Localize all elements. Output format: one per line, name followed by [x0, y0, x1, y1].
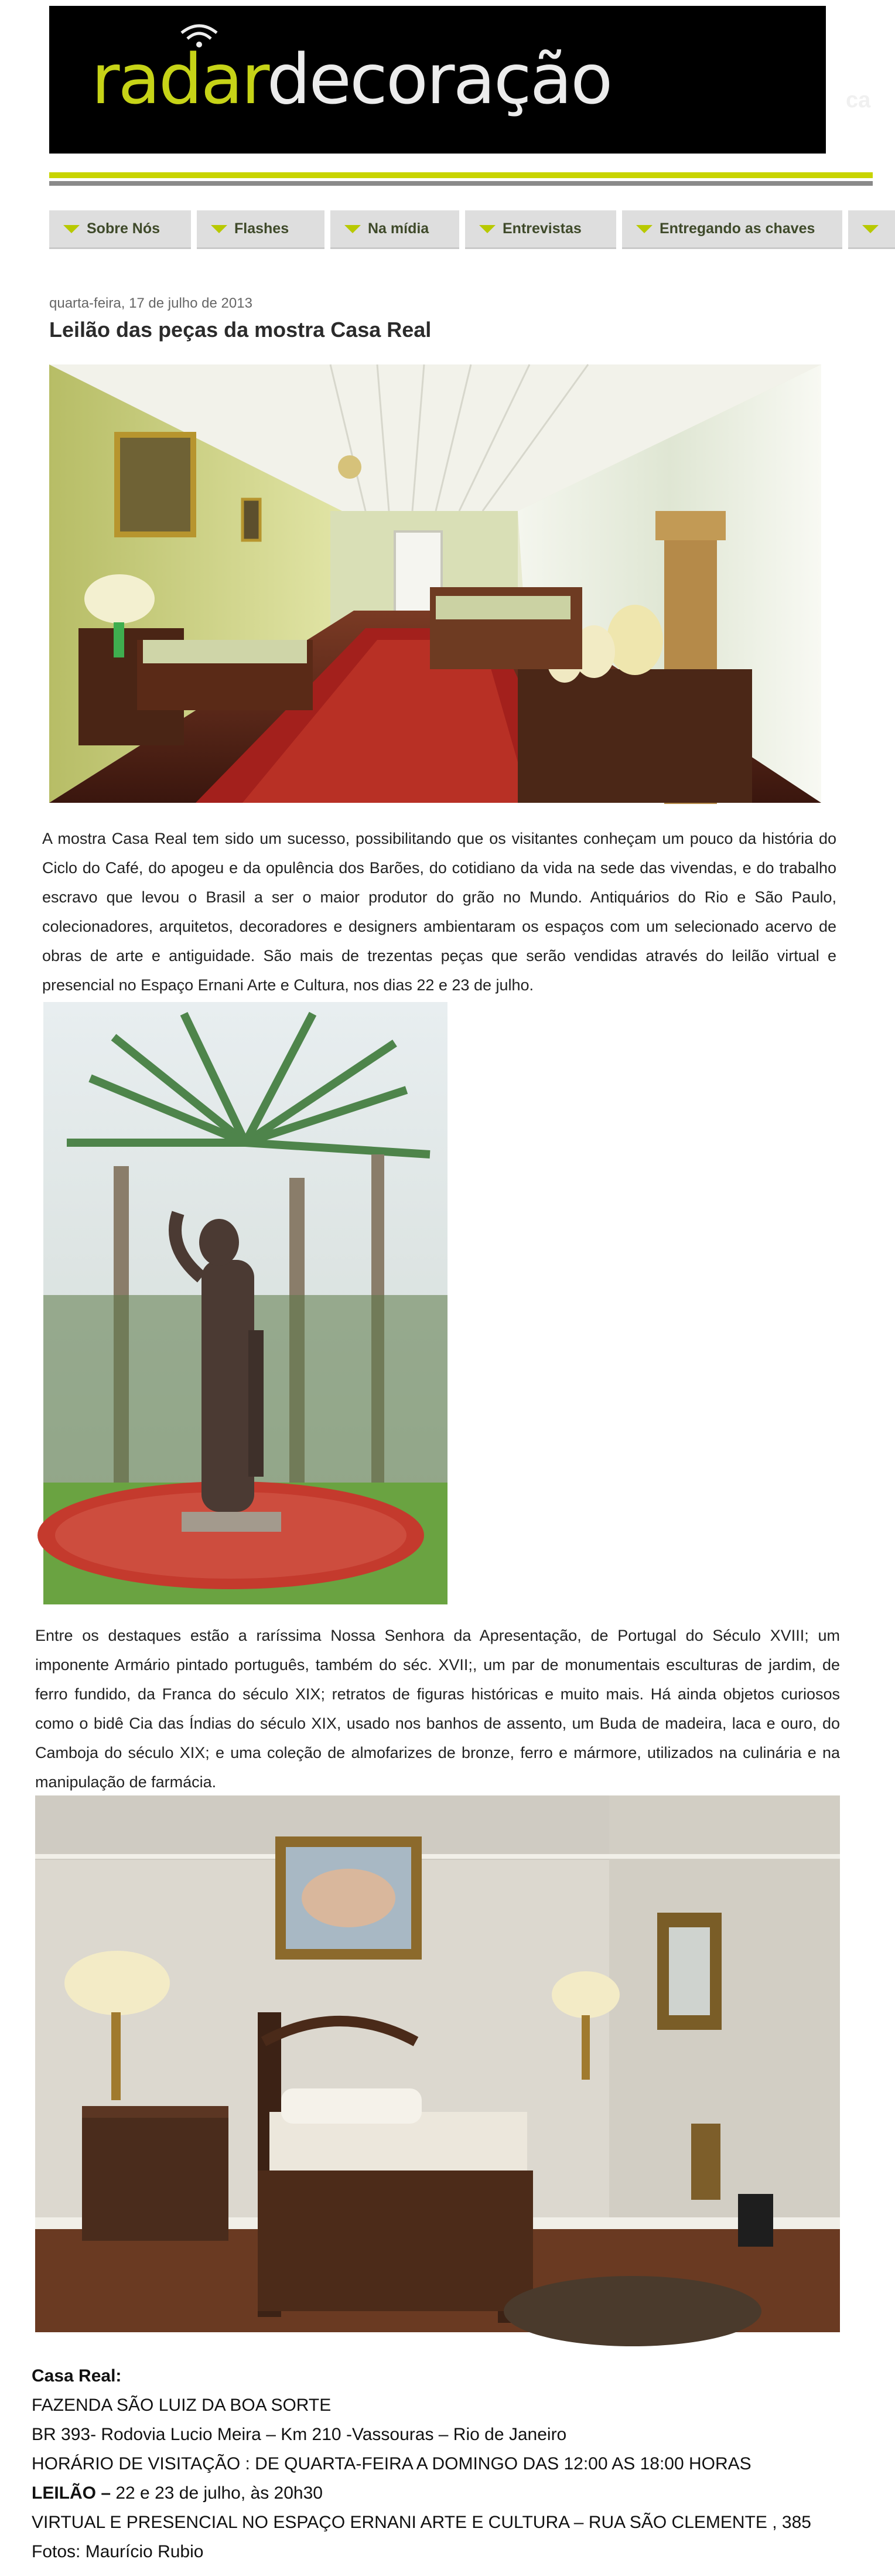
post-title[interactable]: Leilão das peças da mostra Casa Real: [49, 318, 432, 342]
post-paragraph-1: A mostra Casa Real tem sido um sucesso, possibilitando que os visitantes conheçam um pouco da história do Ciclo do Café, do apogeu e da opulência dos Barões, do cotidiano da vida na sede das vivendas, e do trabalho escravo que levou o Brasil a ser o maior produtor do grão no Mundo. Antiquários do Rio e São Paulo, colecionadores, arquitetos, decoradores e designers ambientaram os espaços com um selecionado acervo de obras de arte e antiguidade. São mais de trezentas peças que serão vendidas através do leilão virtual e presencial no Espaço Ernani Arte e Cultura, nos dias 22 e 23 de julho.: [42, 830, 836, 994]
logo-text-radar: radar: [91, 39, 267, 120]
site-logo[interactable]: [91, 39, 612, 120]
nav-tab-entrevistas[interactable]: [465, 209, 616, 249]
nav-tab-flashes[interactable]: [197, 209, 324, 249]
nav-tab-label: Flashes: [234, 220, 289, 237]
event-info-hours: HORÁRIO DE VISITAÇÃO : DE QUARTA-FEIRA A DOMINGO DAS 12:00 AS 18:00 HORAS: [32, 2454, 751, 2473]
main-nav: [49, 209, 879, 250]
nav-tab-label: Na mídia: [368, 220, 429, 237]
nav-tab-overflow[interactable]: [848, 209, 895, 249]
event-info-auction-place: VIRTUAL E PRESENCIAL NO ESPAÇO ERNANI ARTE E CULTURA – RUA SÃO CLEMENTE , 385: [32, 2513, 811, 2532]
photo-corridor: [49, 364, 821, 803]
header-cutoff-text: ca: [846, 88, 871, 113]
photo-credit: Fotos: Maurício Rubio: [32, 2542, 204, 2561]
nav-tab-label: Sobre Nós: [87, 220, 160, 237]
nav-tab-entregando-as-chaves[interactable]: [622, 209, 842, 249]
nav-tab-na-midia[interactable]: [330, 209, 459, 249]
event-info-heading: Casa Real:: [32, 2366, 122, 2386]
nav-bullet-icon: [862, 225, 879, 233]
event-info-block: [32, 2362, 852, 2567]
nav-tab-sobre-nos[interactable]: [49, 209, 191, 249]
nav-bullet-icon: [636, 225, 653, 233]
header-lime-stripe: [49, 172, 873, 178]
nav-tab-label: Entregando as chaves: [660, 220, 815, 237]
photo-garden-statue: [43, 1002, 448, 1604]
post-paragraph-2: Entre os destaques estão a raríssima Nossa Senhora da Apresentação, de Portugal do Século XVIII; um imponente Armário pintado português, também do séc. XVII;, um par de monumentais esculturas de jardim, de ferro fundido, da Franca do século XIX; retratos de figuras históricas e muito mais. Há ainda objetos curiosos como o bidê Cia das Índias do século XIX, usado nos banhos de assento, um Buda de madeira, laca e ouro, do Camboja do século XIX; e uma coleção de almofarizes de bronze, ferro e mármore, utilizados na culinária e na manipulação de farmácia.: [35, 1627, 840, 1791]
nav-bullet-icon: [63, 225, 80, 233]
logo-text-decoracao: decoração: [267, 39, 612, 120]
event-info-auction: [32, 2479, 852, 2508]
post-date: quarta-feira, 17 de julho de 2013: [49, 295, 252, 311]
event-info-auction-label: LEILÃO –: [32, 2483, 111, 2503]
nav-tab-label: Entrevistas: [503, 220, 582, 237]
nav-bullet-icon: [344, 225, 361, 233]
photo-bedroom: [35, 1795, 840, 2332]
header-gray-stripe: [49, 181, 873, 186]
event-info-auction-date: 22 e 23 de julho, às 20h30: [111, 2483, 323, 2503]
event-info-venue: FAZENDA SÃO LUIZ DA BOA SORTE: [32, 2396, 332, 2415]
event-info-address: BR 393- Rodovia Lucio Meira – Km 210 -Vassouras – Rio de Janeiro: [32, 2425, 567, 2444]
nav-bullet-icon: [211, 225, 227, 233]
site-header-banner[interactable]: [49, 6, 871, 154]
nav-bullet-icon: [479, 225, 496, 233]
